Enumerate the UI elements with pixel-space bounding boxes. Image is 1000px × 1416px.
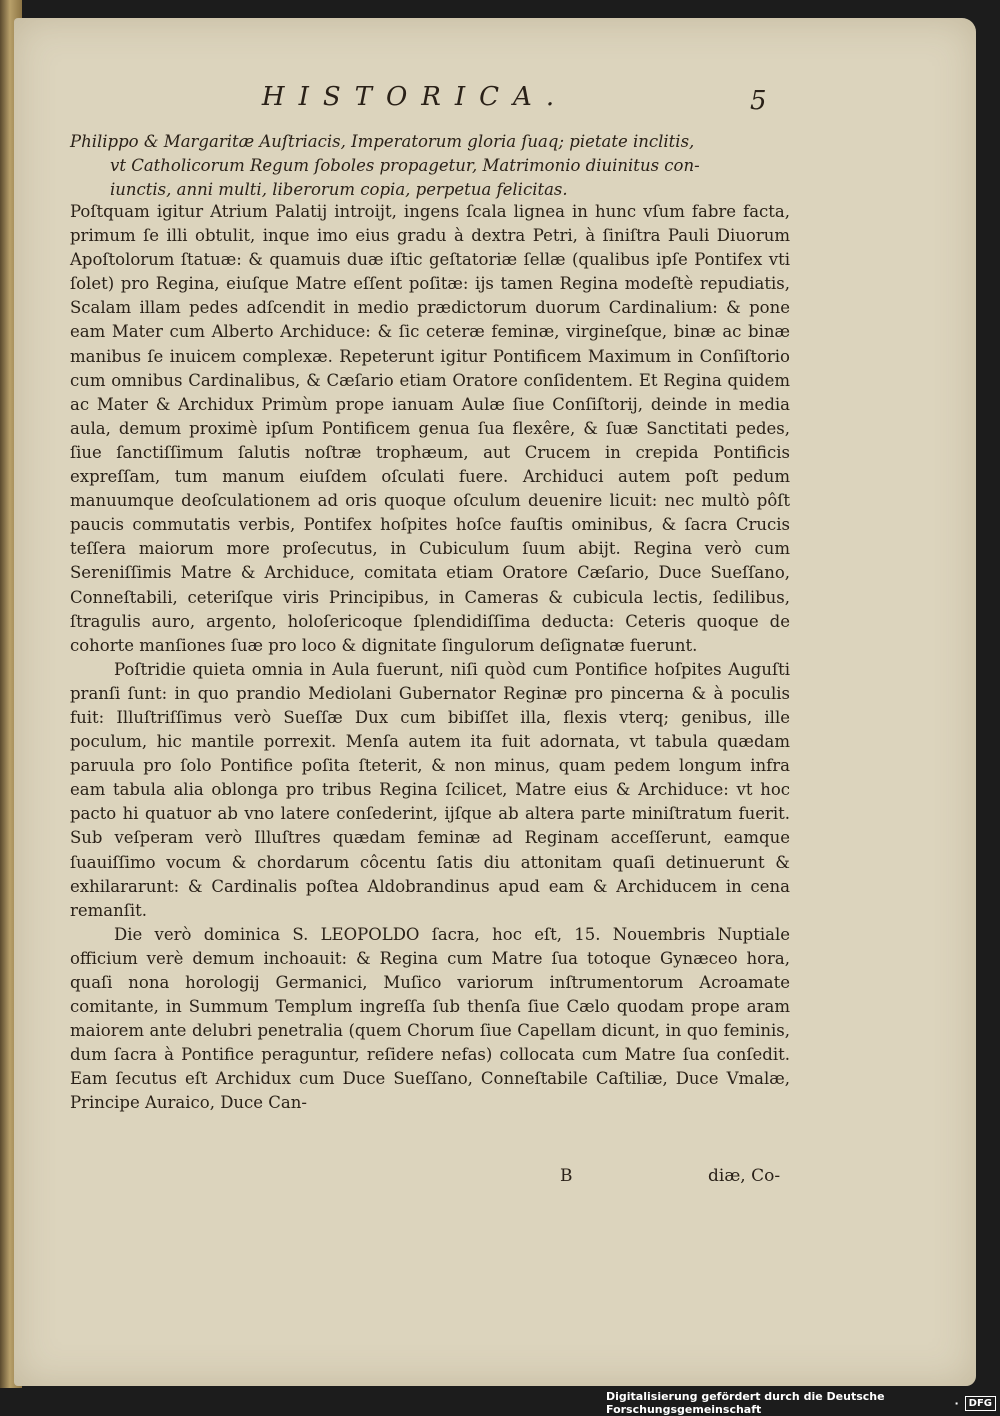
running-head: HISTORICA. bbox=[261, 82, 569, 112]
paragraph-2: Poſtridie quieta omnia in Aula fuerunt, niſi quòd cum Pontifice hoſpites Auguſti pranſi ſunt: in quo prandio Mediolani Gubernator Reginæ pro pincerna & à poculis fuit: Illuſtriſſimus verò Sueſſæ Dux cum bibiſſet illa, flexis vterq; genibus, ille poculum, hic mantile porrexit. Menſa autem ita fuit adornata, vt tabula quædam paruula pro ſolo Pontifice poſita ſteterit, & non minus, quam pedem longum infra eam tabula alia oblonga pro tribus Regina ſcilicet, Matre eius & Archiduce: vt hoc pacto hi quatuor ab vno latere conſederint, ijſque ab altera parte miniſtratum fuerit. Sub veſperam verò Illuſtres quædam feminæ ad Reginam acceſſerunt, eamque ſuauiſſimo vocum & chordarum côcentu ſatis diu attonitam quaſi detinuerunt & exhilararunt: & Cardinalis poſtea Aldobrandinus apud eam & Archiducem in cena remanſit. bbox=[70, 659, 790, 920]
signature-mark: B bbox=[560, 1166, 573, 1186]
catchword: diæ, Co- bbox=[708, 1166, 781, 1186]
funding-footer: Digitalisierung gefördert durch die Deutsche Forschungsgemeinschaft · DFG bbox=[606, 1393, 996, 1413]
heading-line-2: vt Catholicorum Regum ſoboles propagetur, Matrimonio diuinitus con- bbox=[110, 156, 700, 175]
heading-line-3: iunctis, anni multi, liberorum copia, perpetua felicitas. bbox=[110, 180, 568, 199]
italic-heading bbox=[70, 130, 790, 202]
body-text bbox=[70, 200, 790, 1116]
dfg-logo: DFG bbox=[965, 1396, 996, 1411]
footer-text: Digitalisierung gefördert durch die Deutsche Forschungsgemeinschaft bbox=[606, 1390, 885, 1416]
heading-line-1: Philippo & Margaritæ Auſtriacis, Imperatorum gloria ſuaq; pietate inclitis, bbox=[70, 132, 695, 151]
page-number: 5 bbox=[750, 86, 767, 116]
paragraph-3: Die verò dominica S. LEOPOLDO ſacra, hoc eſt, 15. Nouembris Nuptiale officium verè demum inchoauit: & Regina cum Matre ſua totoque Gynæceo hora, quaſi nona horologij Germanici, Muſico variorum inſtrumentorum Acroamate comitante, in Summum Templum ingreſſa ſub thenſa ſiue Cælo quodam prope aram maiorem ante delubri penetralia (quem Chorum ſiue Capellam dicunt, in quo feminis, dum ſacra à Pontifice peraguntur, reſidere nefas) collocata cum Matre ſua conſedit. Eam ſecutus eſt Archidux cum Duce Sueſſano, Conneſtabile Caſtiliæ, Duce Vmalæ, Principe Auraico, Duce Can- bbox=[70, 924, 790, 1113]
paragraph-1: Poſtquam igitur Atrium Palatij introijt, ingens ſcala lignea in hunc vſum fabre facta, primum ſe illi obtulit, inque imo eius gradu à dextra Petri, à ſiniſtra Pauli Diuorum Apoſtolorum ſtatuæ: & quamuis duæ iſtic geſtatoriæ ſellæ (qualibus ipſe Pontifex vti ſolet) pro Regina, eiuſque Matre eſſent poſitæ: ijs tamen Regina modeſtè repudiatis, Scalam illam pedes adſcendit in medio prædictorum duorum Cardinalium: & pone eam Mater cum Alberto Archiduce: & ſic ceteræ feminæ, virgineſque, binæ ac binæ manibus ſe inuicem complexæ. Repeterunt igitur Pontificem Maximum in Conſiſtorio cum omnibus Cardinalibus, & Cæſario etiam Oratore conſidentem. Et Regina quidem ac Mater & Archidux Primùm prope ianuam Aulæ ſiue Conſiſtorij, deinde in media aula, demum proximè ipſum Pontificem genua ſua flexêre, & ſuæ Sanctitati pedes, ſiue ſanctiſſimum ſalutis noſtræ trophæum, aut Crucem in crepida Pontificis expreſſam, tum manum eiuſdem oſculati fuere. Archiduci autem poſt pedum manuumque deoſculationem ad oris quoque oſculum deuenire licuit: nec multò pôſt paucis commutatis verbis, Pontifex hoſpites hoſce fauſtis ominibus, & ſacra Crucis teſſera maiorum more proſecutus, in Cubiculum ſuum abijt. Regina verò cum Sereniſſimis Matre & Archiduce, comitata etiam Oratore Cæſario, Duce Sueſſano, Conneſtabili, ceteriſque viris Principibus, in Cameras & cubicula lectis, ſedilibus, ſtragulis auro, argento, holoſericoque ſplendidiſſima deducta: Ceteris quoque de cohorte manſiones ſuæ pro loco & dignitate ſingulorum deſignatæ fuerunt. bbox=[70, 202, 790, 655]
